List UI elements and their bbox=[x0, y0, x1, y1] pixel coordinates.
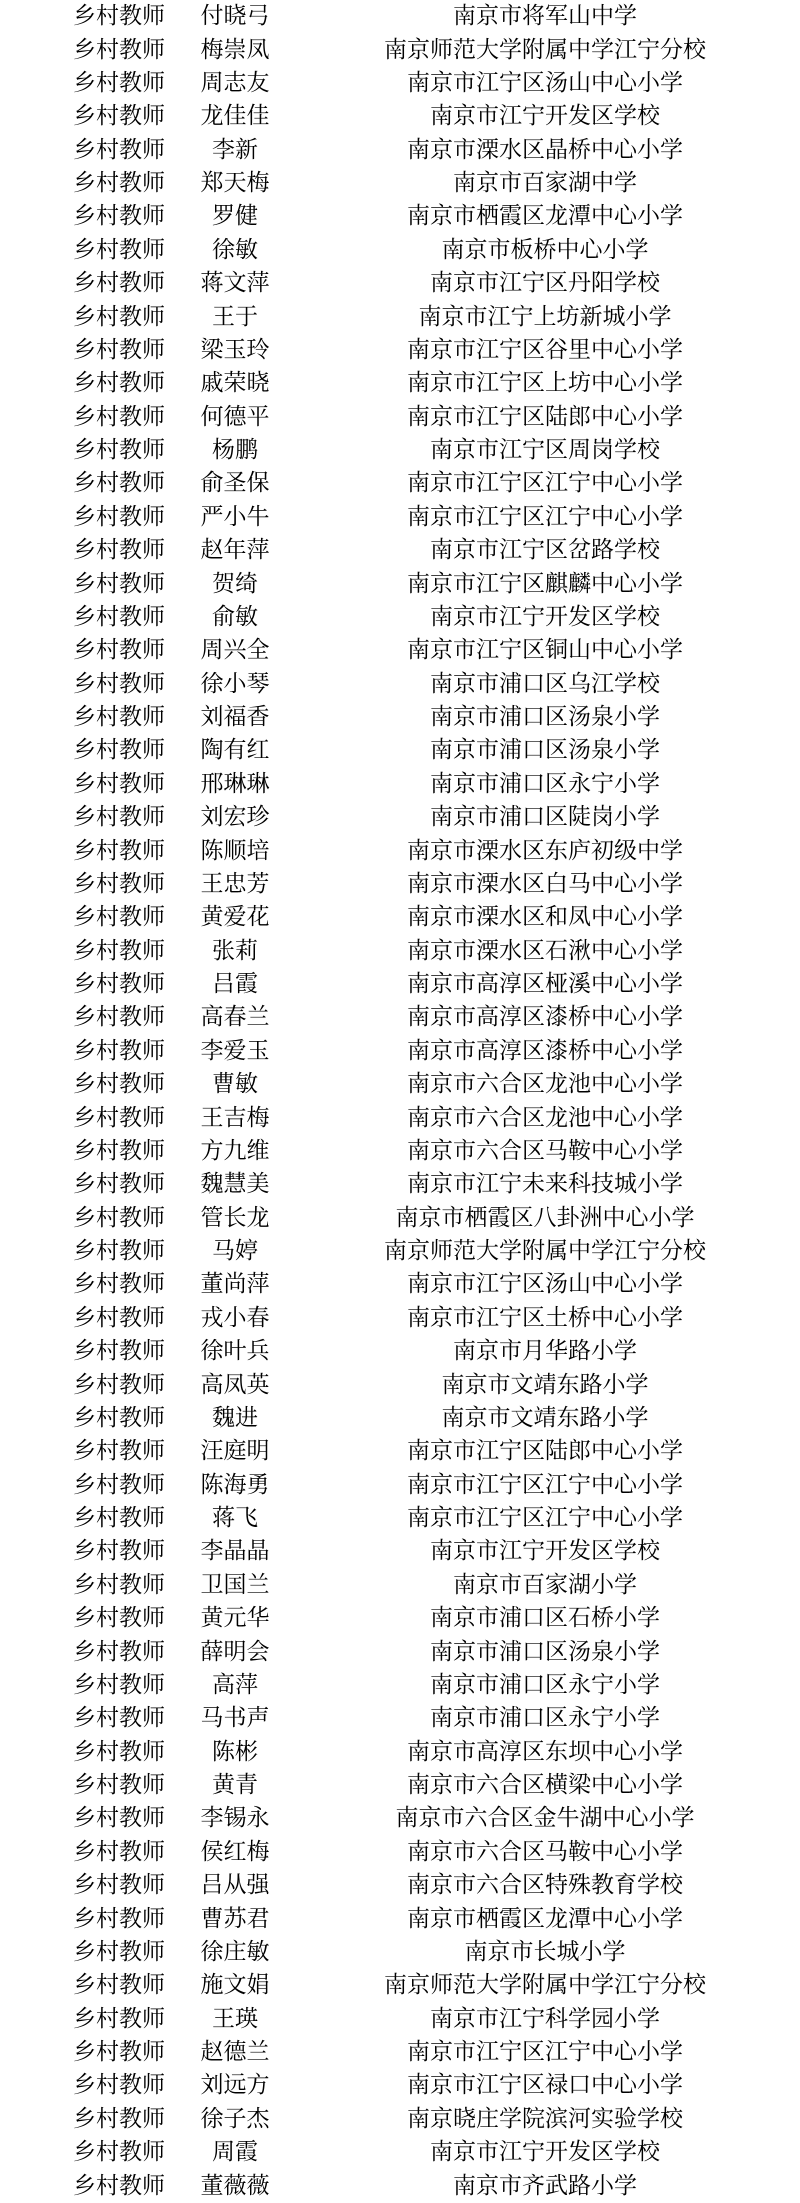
list-item bbox=[0, 367, 800, 400]
school-name: 南京市江宁区陆郎中心小学 bbox=[407, 1438, 683, 1465]
school-name: 南京市六合区龙池中心小学 bbox=[407, 1071, 683, 1098]
teacher-name: 王于 bbox=[212, 303, 258, 330]
teacher-name: 吕霞 bbox=[212, 971, 258, 998]
school-name: 南京市江宁区铜山中心小学 bbox=[407, 637, 683, 664]
school-name: 南京市江宁上坊新城小学 bbox=[418, 303, 672, 330]
school-name: 南京市溧水区和凤中心小学 bbox=[407, 904, 683, 931]
school-name: 南京市江宁科学园小学 bbox=[430, 2005, 660, 2032]
school-name: 南京市六合区特殊教育学校 bbox=[407, 1872, 683, 1899]
category-label: 乡村教师 bbox=[73, 537, 165, 564]
teacher-name: 马婷 bbox=[212, 1238, 258, 1265]
teacher-name: 罗健 bbox=[212, 203, 258, 230]
school-name: 南京市六合区马鞍中心小学 bbox=[407, 1137, 683, 1164]
list-item bbox=[0, 534, 800, 567]
school-name: 南京市江宁区岔路学校 bbox=[430, 537, 660, 564]
teacher-name: 黄爱花 bbox=[200, 904, 270, 931]
list-item bbox=[0, 1969, 800, 2002]
school-name: 南京市文靖东路小学 bbox=[441, 1404, 649, 1431]
teacher-name: 王忠芳 bbox=[200, 870, 270, 897]
school-name: 南京市江宁区江宁中心小学 bbox=[407, 1471, 683, 1498]
category-label: 乡村教师 bbox=[73, 1905, 165, 1932]
list-item bbox=[0, 1902, 800, 1935]
list-item bbox=[0, 2103, 800, 2136]
category-label: 乡村教师 bbox=[73, 136, 165, 163]
list-item bbox=[0, 1802, 800, 1835]
list-item bbox=[0, 1502, 800, 1535]
category-label: 乡村教师 bbox=[73, 770, 165, 797]
list-item bbox=[0, 234, 800, 267]
category-label: 乡村教师 bbox=[73, 36, 165, 63]
school-name: 南京市江宁区土桥中心小学 bbox=[407, 1304, 683, 1331]
list-item bbox=[0, 167, 800, 200]
school-name: 南京市栖霞区八卦洲中心小学 bbox=[395, 1204, 695, 1231]
teacher-name: 管长龙 bbox=[200, 1204, 270, 1231]
school-name: 南京市江宁未来科技城小学 bbox=[407, 1171, 683, 1198]
school-name: 南京市文靖东路小学 bbox=[441, 1371, 649, 1398]
list-item bbox=[0, 768, 800, 801]
teacher-name: 陈彬 bbox=[212, 1738, 258, 1765]
list-item bbox=[0, 1435, 800, 1468]
teacher-name: 邢琳琳 bbox=[200, 770, 270, 797]
school-name: 南京市月华路小学 bbox=[453, 1338, 637, 1365]
category-label: 乡村教师 bbox=[73, 1505, 165, 1532]
teacher-name: 刘远方 bbox=[200, 2072, 270, 2099]
list-item bbox=[0, 501, 800, 534]
category-label: 乡村教师 bbox=[73, 1872, 165, 1899]
category-label: 乡村教师 bbox=[73, 1938, 165, 1965]
category-label: 乡村教师 bbox=[73, 503, 165, 530]
school-name: 南京师范大学附属中学江宁分校 bbox=[384, 36, 706, 63]
category-label: 乡村教师 bbox=[73, 1438, 165, 1465]
list-item bbox=[0, 1836, 800, 1869]
category-label: 乡村教师 bbox=[73, 3, 165, 30]
category-label: 乡村教师 bbox=[73, 1738, 165, 1765]
teacher-name: 严小牛 bbox=[200, 503, 270, 530]
list-item bbox=[0, 2036, 800, 2069]
list-item bbox=[0, 1035, 800, 1068]
list-item bbox=[0, 1602, 800, 1635]
list-item bbox=[0, 2003, 800, 2036]
teacher-name: 侯红梅 bbox=[200, 1838, 270, 1865]
list-item bbox=[0, 1936, 800, 1969]
teacher-name: 刘宏珍 bbox=[200, 804, 270, 831]
list-item bbox=[0, 1669, 800, 1702]
list-item bbox=[0, 1335, 800, 1368]
school-name: 南京市溧水区石湫中心小学 bbox=[407, 937, 683, 964]
teacher-name: 蒋文萍 bbox=[200, 270, 270, 297]
list-item bbox=[0, 1068, 800, 1101]
teacher-name: 周霞 bbox=[212, 2139, 258, 2166]
category-label: 乡村教师 bbox=[73, 403, 165, 430]
list-item bbox=[0, 1569, 800, 1602]
teacher-name: 徐叶兵 bbox=[200, 1338, 270, 1365]
teacher-name: 李新 bbox=[212, 136, 258, 163]
list-item bbox=[0, 267, 800, 300]
list-item bbox=[0, 1635, 800, 1668]
school-name: 南京师范大学附属中学江宁分校 bbox=[384, 1972, 706, 1999]
teacher-name: 王吉梅 bbox=[200, 1104, 270, 1131]
school-name: 南京市百家湖中学 bbox=[453, 170, 637, 197]
category-label: 乡村教师 bbox=[73, 1104, 165, 1131]
school-name: 南京市江宁区江宁中心小学 bbox=[407, 503, 683, 530]
list-item bbox=[0, 668, 800, 701]
list-item bbox=[0, 1135, 800, 1168]
list-item bbox=[0, 2136, 800, 2169]
school-name: 南京市溧水区白马中心小学 bbox=[407, 870, 683, 897]
teacher-name: 徐子杰 bbox=[200, 2105, 270, 2132]
list-item bbox=[0, 935, 800, 968]
teacher-name: 郑天梅 bbox=[200, 170, 270, 197]
school-name: 南京市浦口区乌江学校 bbox=[430, 670, 660, 697]
teacher-name: 蒋飞 bbox=[212, 1505, 258, 1532]
list-item bbox=[0, 334, 800, 367]
category-label: 乡村教师 bbox=[73, 2105, 165, 2132]
teacher-name: 施文娟 bbox=[200, 1972, 270, 1999]
category-label: 乡村教师 bbox=[73, 1338, 165, 1365]
category-label: 乡村教师 bbox=[73, 1137, 165, 1164]
school-name: 南京市栖霞区龙潭中心小学 bbox=[407, 203, 683, 230]
school-name: 南京市高淳区东坝中心小学 bbox=[407, 1738, 683, 1765]
category-label: 乡村教师 bbox=[73, 69, 165, 96]
list-item bbox=[0, 1702, 800, 1735]
school-name: 南京市高淳区漆桥中心小学 bbox=[407, 1004, 683, 1031]
list-item bbox=[0, 734, 800, 767]
category-label: 乡村教师 bbox=[73, 1571, 165, 1598]
school-name: 南京市江宁区丹阳学校 bbox=[430, 270, 660, 297]
teacher-name: 李晶晶 bbox=[200, 1538, 270, 1565]
category-label: 乡村教师 bbox=[73, 1605, 165, 1632]
teacher-name: 徐庄敏 bbox=[200, 1938, 270, 1965]
category-label: 乡村教师 bbox=[73, 971, 165, 998]
school-name: 南京市高淳区桠溪中心小学 bbox=[407, 971, 683, 998]
teacher-name: 俞圣保 bbox=[200, 470, 270, 497]
school-name: 南京市浦口区永宁小学 bbox=[430, 1671, 660, 1698]
list-item bbox=[0, 0, 800, 33]
category-label: 乡村教师 bbox=[73, 1471, 165, 1498]
school-name: 南京市江宁区汤山中心小学 bbox=[407, 1271, 683, 1298]
list-item bbox=[0, 134, 800, 167]
teacher-name: 吕从强 bbox=[200, 1872, 270, 1899]
list-item bbox=[0, 401, 800, 434]
school-name: 南京市浦口区石桥小学 bbox=[430, 1605, 660, 1632]
teacher-name: 曹敏 bbox=[212, 1071, 258, 1098]
school-name: 南京市溧水区晶桥中心小学 bbox=[407, 136, 683, 163]
category-label: 乡村教师 bbox=[73, 1071, 165, 1098]
category-label: 乡村教师 bbox=[73, 1371, 165, 1398]
school-name: 南京市江宁区谷里中心小学 bbox=[407, 336, 683, 363]
school-name: 南京市浦口区永宁小学 bbox=[430, 770, 660, 797]
list-item bbox=[0, 1736, 800, 1769]
teacher-name: 高萍 bbox=[212, 1671, 258, 1698]
school-name: 南京市六合区龙池中心小学 bbox=[407, 1104, 683, 1131]
school-name: 南京市溧水区东庐初级中学 bbox=[407, 837, 683, 864]
teacher-name: 黄青 bbox=[212, 1772, 258, 1799]
category-label: 乡村教师 bbox=[73, 1838, 165, 1865]
category-label: 乡村教师 bbox=[73, 904, 165, 931]
school-name: 南京市百家湖小学 bbox=[453, 1571, 637, 1598]
teacher-name: 黄元华 bbox=[200, 1605, 270, 1632]
list-item bbox=[0, 1101, 800, 1134]
category-label: 乡村教师 bbox=[73, 603, 165, 630]
teacher-name: 陶有红 bbox=[200, 737, 270, 764]
category-label: 乡村教师 bbox=[73, 1538, 165, 1565]
category-label: 乡村教师 bbox=[73, 1772, 165, 1799]
school-name: 南京市江宁开发区学校 bbox=[430, 103, 660, 130]
teacher-name: 付晓弓 bbox=[200, 3, 270, 30]
category-label: 乡村教师 bbox=[73, 336, 165, 363]
category-label: 乡村教师 bbox=[73, 804, 165, 831]
teacher-name: 杨鹏 bbox=[212, 437, 258, 464]
category-label: 乡村教师 bbox=[73, 1238, 165, 1265]
school-name: 南京市江宁区麒麟中心小学 bbox=[407, 570, 683, 597]
category-label: 乡村教师 bbox=[73, 2139, 165, 2166]
teacher-name: 高春兰 bbox=[200, 1004, 270, 1031]
school-name: 南京市江宁区汤山中心小学 bbox=[407, 69, 683, 96]
teacher-name: 方九维 bbox=[200, 1137, 270, 1164]
teacher-name: 薛明会 bbox=[200, 1638, 270, 1665]
teacher-name: 魏慧美 bbox=[200, 1171, 270, 1198]
teacher-name: 魏进 bbox=[212, 1404, 258, 1431]
school-name: 南京市江宁开发区学校 bbox=[430, 1538, 660, 1565]
category-label: 乡村教师 bbox=[73, 704, 165, 731]
teacher-name: 刘福香 bbox=[200, 704, 270, 731]
list-item bbox=[0, 868, 800, 901]
list-item bbox=[0, 701, 800, 734]
category-label: 乡村教师 bbox=[73, 2172, 165, 2199]
school-name: 南京市江宁区周岗学校 bbox=[430, 437, 660, 464]
teacher-name: 高凤英 bbox=[200, 1371, 270, 1398]
category-label: 乡村教师 bbox=[73, 470, 165, 497]
category-label: 乡村教师 bbox=[73, 870, 165, 897]
list-item bbox=[0, 200, 800, 233]
list-item bbox=[0, 1368, 800, 1401]
school-name: 南京市江宁区禄口中心小学 bbox=[407, 2072, 683, 2099]
school-name: 南京师范大学附属中学江宁分校 bbox=[384, 1238, 706, 1265]
school-name: 南京市江宁区江宁中心小学 bbox=[407, 2039, 683, 2066]
list-item bbox=[0, 1235, 800, 1268]
list-item bbox=[0, 968, 800, 1001]
school-name: 南京市齐武路小学 bbox=[453, 2172, 637, 2199]
category-label: 乡村教师 bbox=[73, 236, 165, 263]
teacher-name: 何德平 bbox=[200, 403, 270, 430]
teacher-name: 李锡永 bbox=[200, 1805, 270, 1832]
school-name: 南京市六合区马鞍中心小学 bbox=[407, 1838, 683, 1865]
category-label: 乡村教师 bbox=[73, 170, 165, 197]
school-name: 南京市六合区金牛湖中心小学 bbox=[395, 1805, 695, 1832]
category-label: 乡村教师 bbox=[73, 1638, 165, 1665]
list-item bbox=[0, 1469, 800, 1502]
school-name: 南京市江宁区上坊中心小学 bbox=[407, 370, 683, 397]
category-label: 乡村教师 bbox=[73, 2072, 165, 2099]
category-label: 乡村教师 bbox=[73, 1705, 165, 1732]
category-label: 乡村教师 bbox=[73, 1204, 165, 1231]
category-label: 乡村教师 bbox=[73, 1037, 165, 1064]
teacher-name: 戎小春 bbox=[200, 1304, 270, 1331]
teacher-name: 梅崇凤 bbox=[200, 36, 270, 63]
teacher-name: 周志友 bbox=[200, 69, 270, 96]
school-name: 南京市将军山中学 bbox=[453, 3, 637, 30]
school-name: 南京市高淳区漆桥中心小学 bbox=[407, 1037, 683, 1064]
teacher-name: 卫国兰 bbox=[200, 1571, 270, 1598]
school-name: 南京市浦口区汤泉小学 bbox=[430, 737, 660, 764]
teacher-name: 赵年萍 bbox=[200, 537, 270, 564]
school-name: 南京市浦口区永宁小学 bbox=[430, 1705, 660, 1732]
school-name: 南京市江宁开发区学校 bbox=[430, 603, 660, 630]
teacher-name: 张莉 bbox=[212, 937, 258, 964]
category-label: 乡村教师 bbox=[73, 1805, 165, 1832]
teacher-name: 汪庭明 bbox=[200, 1438, 270, 1465]
category-label: 乡村教师 bbox=[73, 1404, 165, 1431]
category-label: 乡村教师 bbox=[73, 937, 165, 964]
category-label: 乡村教师 bbox=[73, 1271, 165, 1298]
teacher-name: 李爱玉 bbox=[200, 1037, 270, 1064]
teacher-name: 徐小琴 bbox=[200, 670, 270, 697]
school-name: 南京市六合区横梁中心小学 bbox=[407, 1772, 683, 1799]
school-name: 南京市江宁区陆郎中心小学 bbox=[407, 403, 683, 430]
category-label: 乡村教师 bbox=[73, 670, 165, 697]
list-item bbox=[0, 634, 800, 667]
teacher-name: 王瑛 bbox=[212, 2005, 258, 2032]
list-item bbox=[0, 1535, 800, 1568]
school-name: 南京市浦口区汤泉小学 bbox=[430, 1638, 660, 1665]
school-name: 南京市江宁开发区学校 bbox=[430, 2139, 660, 2166]
list-item bbox=[0, 467, 800, 500]
teacher-name: 戚荣晓 bbox=[200, 370, 270, 397]
list-item bbox=[0, 567, 800, 600]
teacher-name: 俞敏 bbox=[212, 603, 258, 630]
category-label: 乡村教师 bbox=[73, 370, 165, 397]
list-item bbox=[0, 1268, 800, 1301]
list-item bbox=[0, 1001, 800, 1034]
school-name: 南京市浦口区陡岗小学 bbox=[430, 804, 660, 831]
category-label: 乡村教师 bbox=[73, 303, 165, 330]
school-name: 南京市江宁区江宁中心小学 bbox=[407, 470, 683, 497]
teacher-name: 贺绮 bbox=[212, 570, 258, 597]
list-item bbox=[0, 1402, 800, 1435]
teacher-name: 龙佳佳 bbox=[200, 103, 270, 130]
category-label: 乡村教师 bbox=[73, 203, 165, 230]
school-name: 南京市板桥中心小学 bbox=[441, 236, 649, 263]
category-label: 乡村教师 bbox=[73, 637, 165, 664]
list-item bbox=[0, 67, 800, 100]
teacher-name: 陈顺培 bbox=[200, 837, 270, 864]
category-label: 乡村教师 bbox=[73, 837, 165, 864]
school-name: 南京市江宁区江宁中心小学 bbox=[407, 1505, 683, 1532]
list-item bbox=[0, 1869, 800, 1902]
list-item bbox=[0, 2069, 800, 2102]
category-label: 乡村教师 bbox=[73, 103, 165, 130]
teacher-name: 董尚萍 bbox=[200, 1271, 270, 1298]
category-label: 乡村教师 bbox=[73, 1004, 165, 1031]
category-label: 乡村教师 bbox=[73, 1171, 165, 1198]
category-label: 乡村教师 bbox=[73, 1972, 165, 1999]
list-item bbox=[0, 834, 800, 867]
list-item bbox=[0, 1302, 800, 1335]
category-label: 乡村教师 bbox=[73, 1304, 165, 1331]
list-item bbox=[0, 601, 800, 634]
teacher-name: 梁玉玲 bbox=[200, 336, 270, 363]
list-item bbox=[0, 434, 800, 467]
teacher-name: 赵德兰 bbox=[200, 2039, 270, 2066]
school-name: 南京晓庄学院滨河实验学校 bbox=[407, 2105, 683, 2132]
category-label: 乡村教师 bbox=[73, 2039, 165, 2066]
teacher-name: 徐敏 bbox=[212, 236, 258, 263]
list-item bbox=[0, 1168, 800, 1201]
list-item bbox=[0, 801, 800, 834]
list-item bbox=[0, 100, 800, 133]
category-label: 乡村教师 bbox=[73, 437, 165, 464]
teacher-name: 陈海勇 bbox=[200, 1471, 270, 1498]
list-item bbox=[0, 300, 800, 333]
teacher-name: 周兴全 bbox=[200, 637, 270, 664]
list-item bbox=[0, 1769, 800, 1802]
school-name: 南京市浦口区汤泉小学 bbox=[430, 704, 660, 731]
category-label: 乡村教师 bbox=[73, 270, 165, 297]
teacher-name: 曹苏君 bbox=[200, 1905, 270, 1932]
list-item bbox=[0, 2169, 800, 2202]
teacher-name: 马书声 bbox=[200, 1705, 270, 1732]
teacher-name: 董薇薇 bbox=[200, 2172, 270, 2199]
list-item bbox=[0, 901, 800, 934]
list-item bbox=[0, 33, 800, 66]
school-name: 南京市栖霞区龙潭中心小学 bbox=[407, 1905, 683, 1932]
list-item bbox=[0, 1202, 800, 1235]
category-label: 乡村教师 bbox=[73, 1671, 165, 1698]
category-label: 乡村教师 bbox=[73, 2005, 165, 2032]
school-name: 南京市长城小学 bbox=[464, 1938, 626, 1965]
category-label: 乡村教师 bbox=[73, 570, 165, 597]
category-label: 乡村教师 bbox=[73, 737, 165, 764]
